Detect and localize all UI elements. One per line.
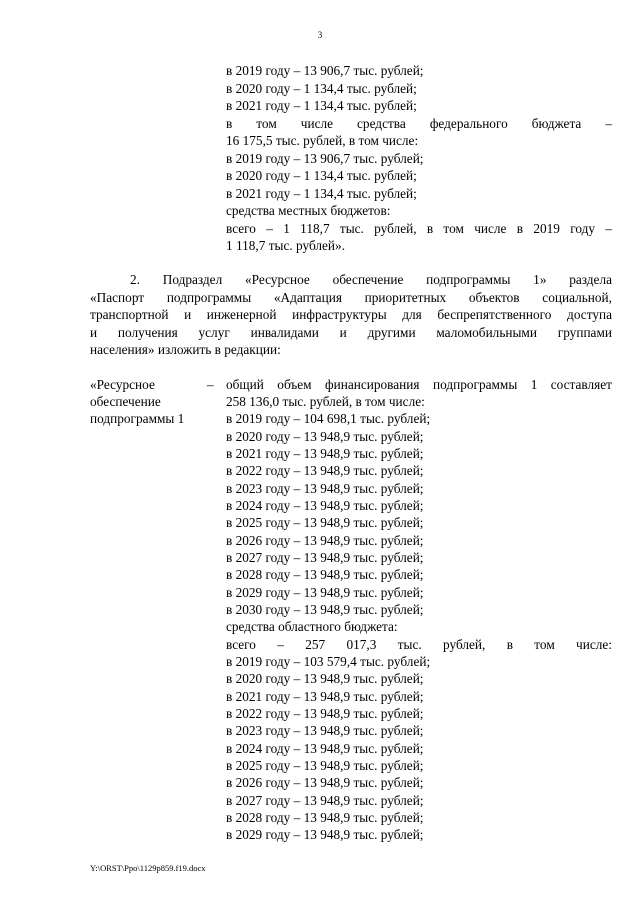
top-block-line: в 2021 году – 1 134,4 тыс. рублей; <box>226 98 417 113</box>
paragraph-line: и получения услуг инвалидами и другими маломобильными группами <box>90 325 612 340</box>
top-block-line: в том числе средства федерального бюджета – <box>226 116 612 131</box>
table-value-line: в 2022 году – 13 948,9 тыс. рублей; <box>226 706 424 721</box>
top-block-line: 16 175,5 тыс. рублей, в том числе: <box>226 133 419 148</box>
table-value-line: в 2025 году – 13 948,9 тыс. рублей; <box>226 515 424 530</box>
table-value-line: в 2024 году – 13 948,9 тыс. рублей; <box>226 498 424 513</box>
table-value-line: в 2026 году – 13 948,9 тыс. рублей; <box>226 775 424 790</box>
table-value-line: в 2025 году – 13 948,9 тыс. рублей; <box>226 758 424 773</box>
top-block-line: 1 118,7 тыс. рублей». <box>226 238 346 253</box>
table-value-line: в 2028 году – 13 948,9 тыс. рублей; <box>226 810 424 825</box>
page-number: 3 <box>317 30 323 40</box>
table-value-line: в 2027 году – 13 948,9 тыс. рублей; <box>226 550 424 565</box>
paragraph-line: транспортной и инженерной инфраструктуры для беспрепятственного доступа <box>90 307 612 322</box>
table-label-line: обеспечение <box>90 394 161 409</box>
top-block-line: в 2020 году – 1 134,4 тыс. рублей; <box>226 168 417 183</box>
table-value-line: в 2029 году – 13 948,9 тыс. рублей; <box>226 827 424 842</box>
table-dash: – <box>207 377 214 392</box>
table-value-line: средства областного бюджета: <box>226 619 398 634</box>
table-value-line: в 2019 году – 104 698,1 тыс. рублей; <box>226 411 431 426</box>
top-block-line: в 2020 году – 1 134,4 тыс. рублей; <box>226 81 417 96</box>
table-value-line: в 2022 году – 13 948,9 тыс. рублей; <box>226 463 424 478</box>
table-value-line: в 2021 году – 13 948,9 тыс. рублей; <box>226 689 424 704</box>
top-block-line: всего – 1 118,7 тыс. рублей, в том числе в 2019 году – <box>226 221 612 236</box>
paragraph-line: «Паспорт подпрограммы «Адаптация приоритетных объектов социальной, <box>90 290 612 305</box>
table-value-line: в 2019 году – 103 579,4 тыс. рублей; <box>226 654 431 669</box>
table-value-line: в 2030 году – 13 948,9 тыс. рублей; <box>226 602 424 617</box>
table-value-line: в 2021 году – 13 948,9 тыс. рублей; <box>226 446 424 461</box>
paragraph-line: населения» изложить в редакции: <box>90 342 281 357</box>
table-value-line: общий объем финансирования подпрограммы 1 составляет <box>226 377 612 392</box>
table-value-line: в 2024 году – 13 948,9 тыс. рублей; <box>226 741 424 756</box>
table-value-line: в 2023 году – 13 948,9 тыс. рублей; <box>226 481 424 496</box>
table-value-line: всего – 257 017,3 тыс. рублей, в том числе: <box>226 637 612 652</box>
table-label-line: подпрограммы 1 <box>90 411 185 426</box>
table-value-line: в 2026 году – 13 948,9 тыс. рублей; <box>226 533 424 548</box>
table-value-line: в 2028 году – 13 948,9 тыс. рублей; <box>226 567 424 582</box>
table-value-line: в 2023 году – 13 948,9 тыс. рублей; <box>226 723 424 738</box>
paragraph-line: 2. Подраздел «Ресурсное обеспечение подпрограммы 1» раздела <box>130 272 612 287</box>
table-value-line: в 2029 году – 13 948,9 тыс. рублей; <box>226 585 424 600</box>
top-block-line: в 2019 году – 13 906,7 тыс. рублей; <box>226 151 424 166</box>
table-value-line: 258 136,0 тыс. рублей, в том числе: <box>226 394 425 409</box>
top-block-line: в 2021 году – 1 134,4 тыс. рублей; <box>226 186 417 201</box>
table-value-line: в 2027 году – 13 948,9 тыс. рублей; <box>226 793 424 808</box>
top-block-line: в 2019 году – 13 906,7 тыс. рублей; <box>226 63 424 78</box>
table-value-line: в 2020 году – 13 948,9 тыс. рублей; <box>226 429 424 444</box>
table-label-line: «Ресурсное <box>90 377 155 392</box>
top-block-line: средства местных бюджетов: <box>226 203 391 218</box>
table-value-line: в 2020 году – 13 948,9 тыс. рублей; <box>226 671 424 686</box>
file-path-footer: Y:\ORST\Ppo\1129p859.f19.docx <box>90 863 206 873</box>
